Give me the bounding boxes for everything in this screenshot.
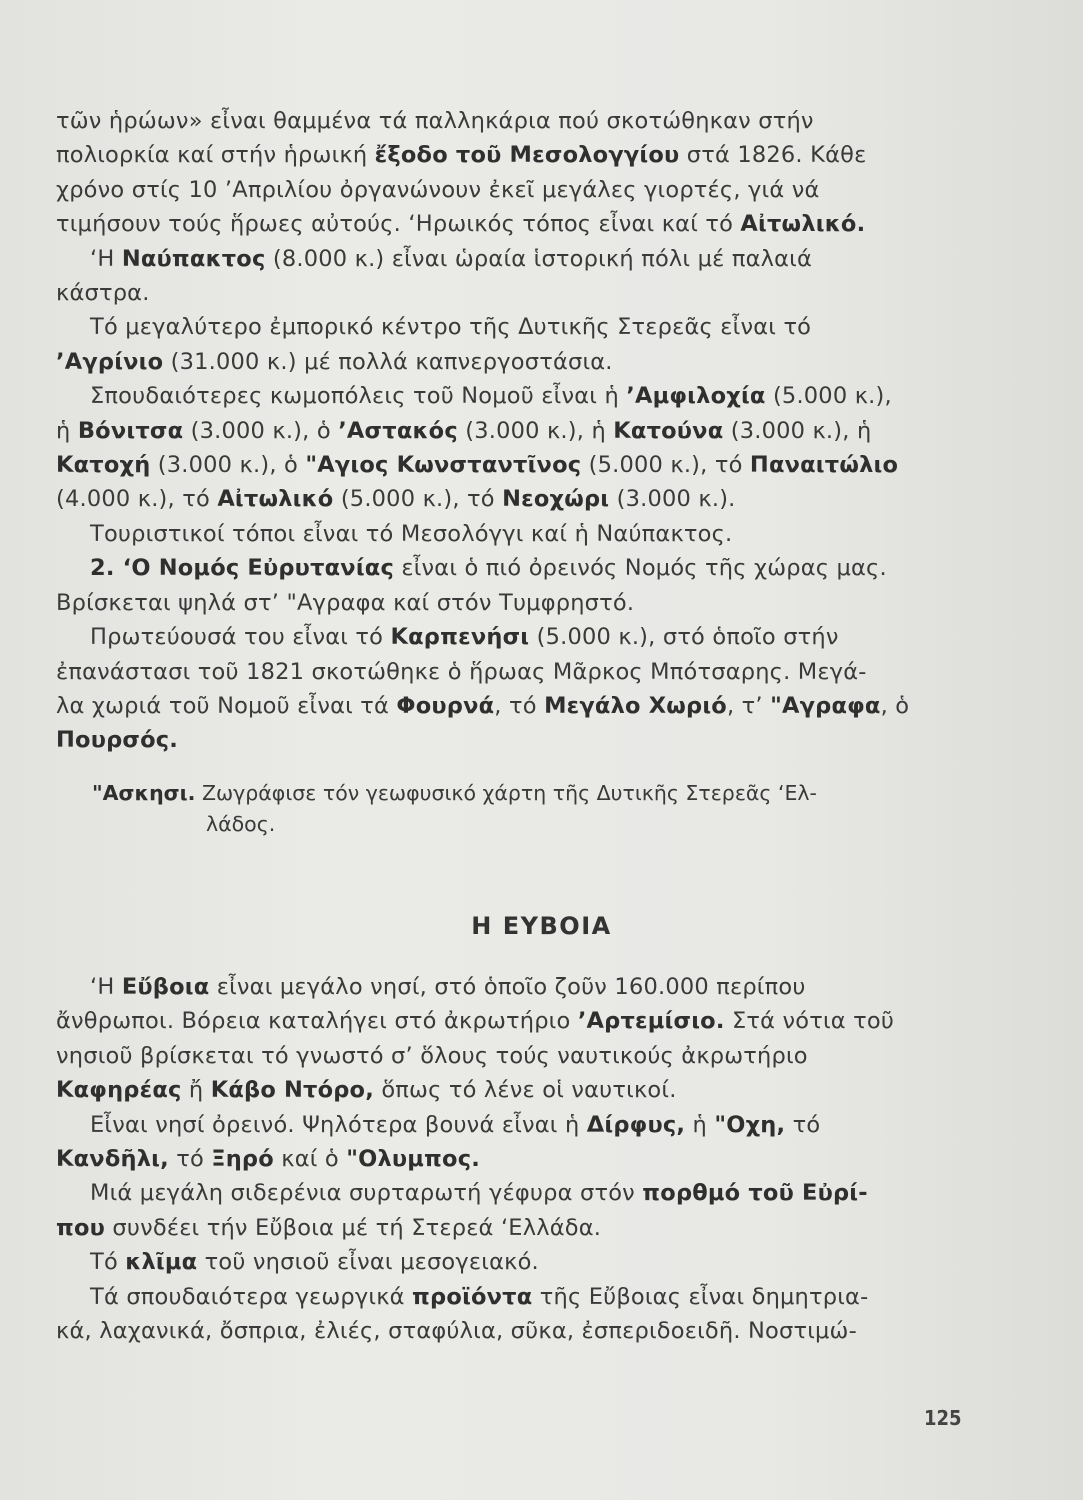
- text-line: χρόνο στίς 10 ’Απριλίου ὀργανώνουν ἐκεῖ μεγάλες γιορτές, γιά νά: [56, 176, 820, 203]
- text-line: Κανδῆλι, τό Ξηρό καί ὁ "Ολυμπος.: [56, 1146, 480, 1173]
- text-line: Εἶναι νησί ὀρεινό. Ψηλότερα βουνά εἶναι ἡ Δίρφυς, ἡ "Οχη, τό: [90, 1111, 821, 1138]
- bold-term: ἔξοδο τοῦ Μεσολογγίου: [374, 142, 680, 169]
- text-line: Τό κλῖμα τοῦ νησιοῦ εἶναι μεσογειακό.: [90, 1249, 539, 1276]
- text-line: πολιορκία καί στήν ἡρωική ἔξοδο τοῦ Μεσολογγίου στά 1826. Κάθε: [56, 142, 867, 169]
- text-line: Τουριστικοί τόποι εἶναι τό Μεσολόγγι καί ἡ Ναύπακτος.: [90, 520, 733, 547]
- bold-term: Παναιτώλιο: [749, 452, 899, 479]
- bold-term: 2. ‘Ο Νομός Εὐρυτανίας: [90, 555, 394, 582]
- text-line: που συνδέει τήν Εὔβοια μέ τή Στερεά ‘Ελλάδα.: [56, 1214, 602, 1241]
- exercise-line: λάδος.: [206, 812, 276, 836]
- bold-term: Καφηρέας: [56, 1077, 182, 1104]
- bold-term: Δίρφυς,: [586, 1111, 686, 1138]
- text-line: Κατοχή (3.000 κ.), ὁ "Αγιος Κωνσταντῖνος (5.000 κ.), τό Παναιτώλιο: [56, 452, 899, 479]
- page-number: 125: [924, 1406, 962, 1430]
- text-line: Τό μεγαλύτερο ἐμπορικό κέντρο τῆς Δυτικῆς Στερεᾶς εἶναι τό: [90, 314, 812, 341]
- bold-term: Κάβο Ντόρο,: [210, 1077, 374, 1104]
- bold-term: Καρπενήσι: [390, 624, 530, 651]
- text-line: ἄνθρωποι. Βόρεια καταλήγει στό ἀκρωτήριο ’Αρτεμίσιο. Στά νότια τοῦ: [56, 1008, 895, 1035]
- text-line: ἐπανάστασι τοῦ 1821 σκοτώθηκε ὁ ἥρωας Μᾶρκος Μπότσαρης. Μεγά-: [56, 658, 867, 685]
- bold-term: ’Αστακός: [338, 417, 458, 444]
- text-line: Σπουδαιότερες κωμοπόλεις τοῦ Νομοῦ εἶναι ἡ ’Αμφιλοχία (5.000 κ.),: [90, 383, 892, 410]
- bold-term: Ξηρό: [211, 1146, 274, 1173]
- section-aitoloakarnania: [56, 104, 956, 758]
- bold-term: Πουρσός.: [56, 727, 179, 754]
- bold-term: Φουρνά: [396, 692, 495, 719]
- bold-term: κλῖμα: [125, 1249, 198, 1276]
- bold-term: ’Αμφιλοχία: [626, 383, 766, 410]
- text-line: (4.000 κ.), τό Αἰτωλικό (5.000 κ.), τό Νεοχώρι (3.000 κ.).: [56, 486, 736, 513]
- text-line: Μιά μεγάλη σιδερένια συρταρωτή γέφυρα στόν πορθμό τοῦ Εὐρί-: [90, 1180, 868, 1207]
- bold-term: Μεγάλο Χωριό: [544, 692, 727, 719]
- bold-term: ’Αγρίνιο: [56, 348, 164, 375]
- bold-term: Εὔβοια: [121, 974, 210, 1000]
- text-line: 2. ‘Ο Νομός Εὐρυτανίας εἶναι ὁ πιό ὀρεινός Νομός τῆς χώρας μας.: [90, 555, 887, 582]
- bold-term: "Αγραφα: [770, 692, 881, 719]
- exercise-line: "Ασκησι. Ζωγράφισε τόν γεωφυσικό χάρτη τῆς Δυτικῆς Στερεᾶς ‘Ελ-: [92, 781, 817, 805]
- bold-term: Ναύπακτος: [121, 245, 266, 272]
- bold-term: ’Αρτεμίσιο.: [577, 1008, 725, 1035]
- text-line: λα χωριά τοῦ Νομοῦ εἶναι τά Φουρνά, τό Μεγάλο Χωριό, τ’ "Αγραφα, ὁ: [56, 692, 910, 719]
- text-line: Τά σπουδαιότερα γεωργικά προϊόντα τῆς Εὔβοιας εἶναι δημητρια-: [90, 1283, 869, 1310]
- bold-term: Κατοχή: [56, 452, 151, 479]
- bold-term: "Οχη,: [714, 1111, 786, 1138]
- bold-term: Βόνιτσα: [77, 417, 184, 444]
- exercise-label: "Ασκησι.: [92, 781, 196, 805]
- text-line: Πρωτεύουσά του εἶναι τό Καρπενήσι (5.000 κ.), στό ὁποῖο στήν: [90, 624, 839, 651]
- text-line: Βρίσκεται ψηλά στ’ "Αγραφα καί στόν Τυμφρηστό.: [56, 589, 635, 616]
- section-evia: [56, 970, 956, 1348]
- text-line: νησιοῦ βρίσκεται τό γνωστό σ’ ὅλους τούς ναυτικούς ἀκρωτήριο: [56, 1042, 808, 1069]
- text-line: κά, λαχανικά, ὄσπρια, ἐλιές, σταφύλια, σῦκα, ἐσπεριδοειδῆ. Νοστιμώ-: [56, 1318, 857, 1345]
- bold-term: Νεοχώρι: [502, 486, 610, 513]
- exercise-box: [56, 778, 956, 840]
- bold-term: "Ολυμπος.: [346, 1146, 480, 1173]
- text-line: ‘Η Ναύπακτος (8.000 κ.) εἶναι ὡραία ἱστορική πόλι μέ παλαιά: [90, 245, 812, 272]
- text-line: ἡ Βόνιτσα (3.000 κ.), ὁ ’Αστακός (3.000 κ.), ἡ Κατούνα (3.000 κ.), ἡ: [56, 417, 872, 444]
- text-line: [56, 723, 956, 757]
- text-line: τιμήσουν τούς ἥρωες αὐτούς. ‘Ηρωικός τόπος εἶναι καί τό Αἰτωλικό.: [56, 211, 866, 238]
- bold-term: Αἰτωλικό: [217, 486, 334, 513]
- bold-term: Κατούνα: [613, 417, 724, 444]
- section-heading: Η ΕΥΒΟΙΑ: [471, 912, 612, 940]
- bold-term: που: [56, 1214, 106, 1241]
- text-line: ’Αγρίνιο (31.000 κ.) μέ πολλά καπνεργοστάσια.: [56, 348, 613, 375]
- text-line: τῶν ἡρώων» εἶναι θαμμένα τά παλληκάρια πού σκοτώθηκαν στήν: [56, 108, 814, 134]
- bold-term: πορθμό τοῦ Εὐρί-: [642, 1180, 868, 1207]
- text-line: ‘Η Εὔβοια εἶναι μεγάλο νησί, στό ὁποῖο ζοῦν 160.000 περίπου: [90, 974, 806, 1000]
- text-line: Καφηρέας ἤ Κάβο Ντόρο, ὅπως τό λένε οἱ ναυτικοί.: [56, 1077, 677, 1104]
- text-line: κάστρα.: [56, 280, 150, 307]
- bold-term: προϊόντα: [412, 1283, 533, 1310]
- bold-term: "Αγιος Κωνσταντῖνος: [305, 452, 582, 479]
- bold-term: Κανδῆλι,: [56, 1146, 169, 1173]
- bold-term: Αἰτωλικό.: [740, 211, 866, 238]
